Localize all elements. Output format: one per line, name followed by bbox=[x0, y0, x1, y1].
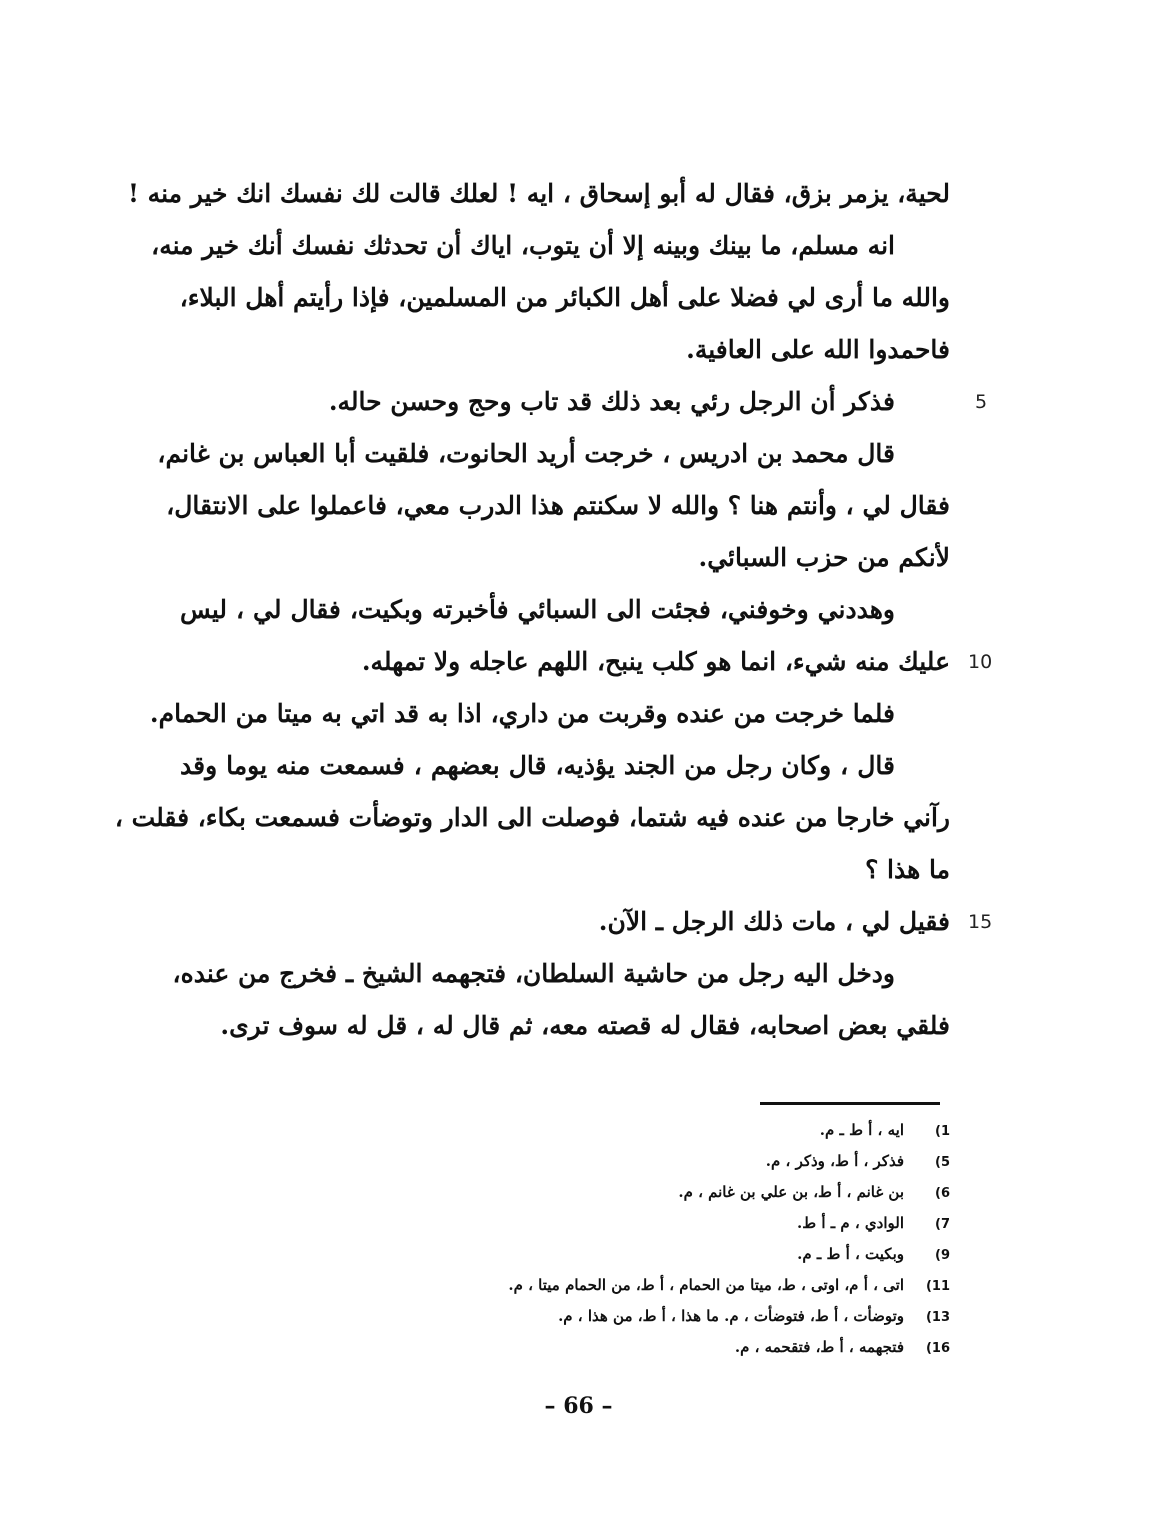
footnote-divider bbox=[760, 1102, 940, 1105]
text-line-17 bbox=[180, 1000, 950, 1052]
footnote bbox=[480, 1301, 950, 1332]
line-text: انه مسلم، ما بينك وبينه إلا أن يتوب، اياك أن تحدثك نفسك أنك خير منه، bbox=[151, 231, 895, 260]
footnote-number: 1) bbox=[935, 1124, 950, 1139]
footnote-text: فذكر ، أ ط، وذكر ، م. bbox=[765, 1152, 904, 1170]
line-text: فلما خرجت من عنده وقربت من داري، اذا به قد اتي به ميتا من الحمام. bbox=[149, 699, 895, 728]
line-text: لأنكم من حزب السبائي. bbox=[698, 543, 950, 572]
text-line-3 bbox=[180, 272, 950, 324]
text-line-4 bbox=[180, 324, 950, 376]
line-text: فقال لي ، وأنتم هنا ؟ والله لا سكنتم هذا الدرب معي، فاعملوا على الانتقال، bbox=[166, 491, 950, 520]
footnote-number: 11) bbox=[925, 1279, 950, 1294]
line-number: 10 bbox=[968, 651, 993, 673]
footnote bbox=[480, 1177, 950, 1208]
footnote-text: بن غانم ، أ ط، بن علي بن غانم ، م. bbox=[678, 1183, 904, 1201]
line-text: فلقي بعض اصحابه، فقال له قصته معه، ثم قال له ، قل له سوف ترى. bbox=[220, 1011, 950, 1040]
footnote bbox=[480, 1115, 950, 1146]
line-text: قال محمد بن ادريس ، خرجت أريد الحانوت، فلقيت أبا العباس بن غانم، bbox=[157, 439, 895, 468]
text-line-12 bbox=[180, 740, 950, 792]
line-text: ما هذا ؟ bbox=[865, 855, 950, 884]
line-text: رآني خارجا من عنده فيه شتما، فوصلت الى الدار وتوضأت فسمعت بكاء، فقلت ، bbox=[114, 803, 950, 832]
footnote-number: 5) bbox=[935, 1155, 950, 1170]
text-line-14 bbox=[180, 844, 950, 896]
footnote bbox=[480, 1239, 950, 1270]
line-text: ودخل اليه رجل من حاشية السلطان، فتجهمه الشيخ ـ فخرج من عنده، bbox=[172, 959, 895, 988]
text-line-2 bbox=[151, 220, 950, 272]
line-text: قال ، وكان رجل من الجند يؤذيه، قال بعضهم ، فسمعت منه يوما وقد bbox=[180, 751, 895, 780]
main-text bbox=[114, 168, 993, 1052]
line-text: وهددني وخوفني، فجئت الى السبائي فأخبرته وبكيت، فقال لي ، ليس bbox=[180, 595, 895, 624]
text-line-8 bbox=[180, 532, 950, 584]
footnote-number: 6) bbox=[935, 1186, 950, 1201]
line-text: عليك منه شيء، انما هو كلب ينبح، اللهم عاجله ولا تمهله. bbox=[361, 647, 950, 676]
footnote-text: الوادي ، م ـ أ ط. bbox=[797, 1214, 904, 1232]
footnotes bbox=[480, 1115, 950, 1363]
line-text: فذكر أن الرجل رئي بعد ذلك قد تاب وحج وحسن حاله. bbox=[328, 387, 895, 416]
text-line-6 bbox=[157, 428, 950, 480]
footnote-text: ايه ، أ ط ـ م. bbox=[819, 1121, 904, 1139]
text-line-9 bbox=[180, 584, 950, 636]
text-line-13 bbox=[114, 792, 950, 844]
text-line-10 bbox=[180, 636, 993, 688]
text-line-15 bbox=[180, 896, 993, 948]
line-number: 5 bbox=[975, 391, 988, 413]
footnote bbox=[480, 1208, 950, 1239]
line-number: 15 bbox=[968, 911, 993, 933]
footnote-text: وتوضأت ، أ ط، فتوضأت ، م. ما هذا ، أ ط، من هذا ، م. bbox=[558, 1307, 904, 1325]
footnote-number: 9) bbox=[935, 1248, 950, 1263]
text-line-5 bbox=[180, 376, 988, 428]
footnote bbox=[480, 1146, 950, 1177]
footnote-text: وبكيت ، أ ط ـ م. bbox=[797, 1245, 904, 1263]
text-line-7 bbox=[166, 480, 950, 532]
line-text: والله ما أرى لي فضلا على أهل الكبائر من المسلمين، فإذا رأيتم أهل البلاء، bbox=[179, 283, 950, 312]
footnote-number: 13) bbox=[925, 1310, 950, 1325]
footnote bbox=[480, 1332, 950, 1363]
text-line-1 bbox=[128, 168, 950, 220]
footnote-text: اتى ، أ م، اوتى ، ط، ميتا من الحمام ، أ ط، من الحمام ميتا ، م. bbox=[508, 1276, 904, 1294]
footnote-text: فتجهمه ، أ ط، فتقحمه ، م. bbox=[734, 1338, 904, 1356]
line-text: لحية، يزمر بزق، فقال له أبو إسحاق ، ايه ! لعلك قالت لك نفسك انك خير منه ! bbox=[128, 179, 950, 208]
footnote-number: 7) bbox=[935, 1217, 950, 1232]
line-text: فاحمدوا الله على العافية. bbox=[686, 335, 950, 364]
footnote-number: 16) bbox=[925, 1341, 950, 1356]
page-number: – 66 – bbox=[544, 1393, 613, 1419]
text-line-16 bbox=[172, 948, 950, 1000]
line-text: فقيل لي ، مات ذلك الرجل ـ الآن. bbox=[598, 907, 950, 936]
footnote bbox=[480, 1270, 950, 1301]
text-line-11 bbox=[149, 688, 950, 740]
